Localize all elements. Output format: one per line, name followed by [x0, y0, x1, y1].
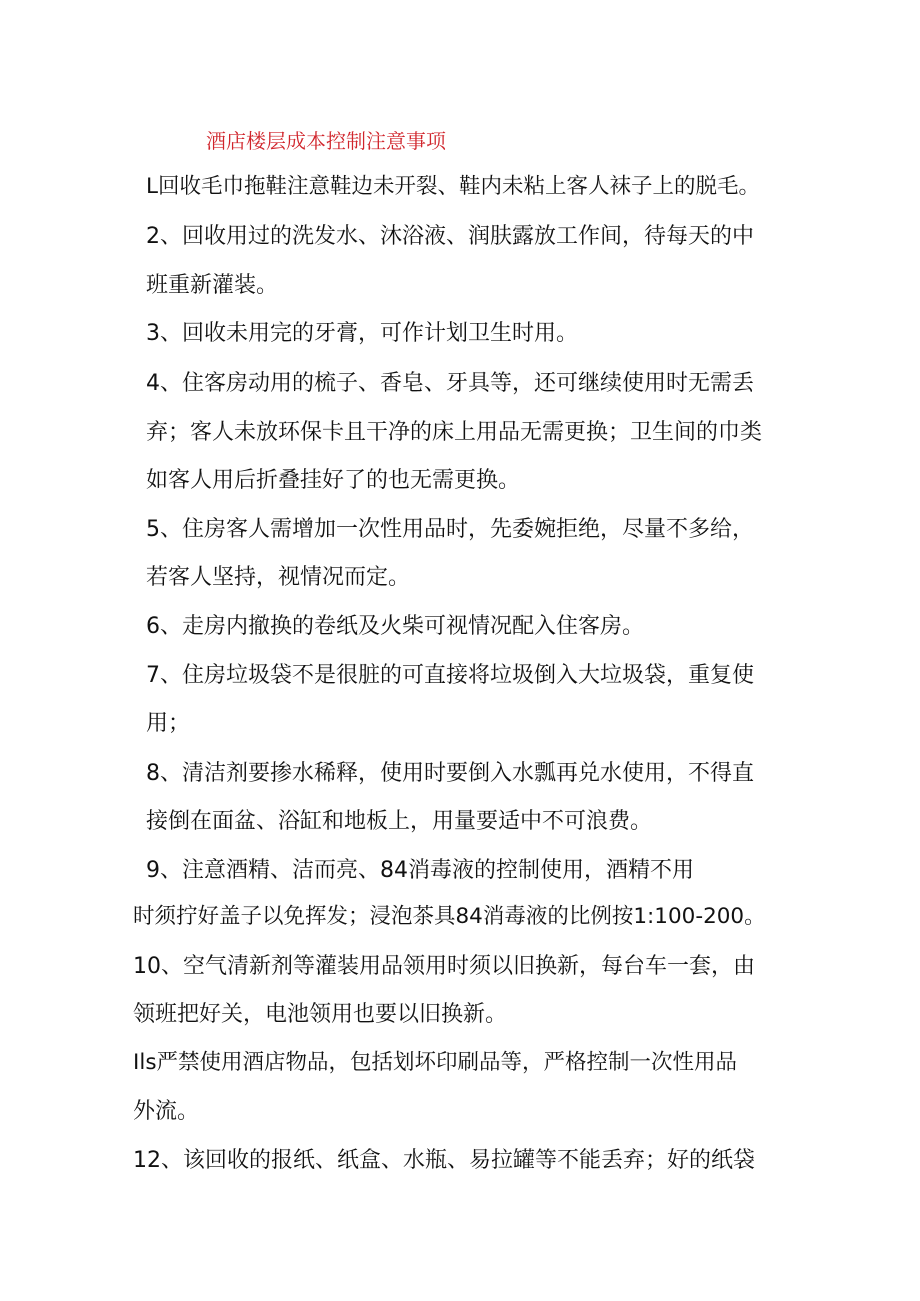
text-line: 若客人坚持，视情况而定。 [146, 565, 411, 590]
text-line: 外流。 [133, 1099, 200, 1124]
text-line: 12、该回收的报纸、纸盒、水瓶、易拉罐等不能丢弃；好的纸袋 [133, 1148, 755, 1173]
text-line: 6、走房内撤换的卷纸及火柴可视情况配入住客房。 [146, 614, 644, 639]
text-line: 领班把好关，电池领用也要以旧换新。 [133, 1002, 508, 1027]
text-line: 时须拧好盖子以免挥发；浸泡茶具84消毒液的比例按1:100-200。 [133, 904, 766, 929]
text-line: 班重新灌装。 [146, 273, 279, 298]
text-line: 5、住房客人需增加一次性用品时，先委婉拒绝，尽量不多给， [146, 517, 754, 542]
text-line: 9、注意酒精、洁而亮、84消毒液的控制使用，酒精不用 [146, 858, 694, 883]
text-line: 接倒在面盆、浴缸和地板上，用量要适中不可浪费。 [146, 809, 653, 834]
text-line: 4、住客房动用的梳子、香皂、牙具等，还可继续使用时无需丢 [146, 371, 754, 396]
text-line: 8、清洁剂要掺水稀释，使用时要倒入水瓢再兑水使用，不得直 [146, 761, 754, 786]
text-line: 3、回收未用完的牙膏，可作计划卫生时用。 [146, 321, 578, 346]
document-title: 酒店楼层成本控制注意事项 [206, 129, 446, 153]
text-line: 用； [146, 711, 191, 736]
text-line: 弃；客人未放环保卡且干净的床上用品无需更换；卫生间的巾类 [146, 420, 763, 445]
text-line: Ils严禁使用酒店物品，包括划坏印刷品等，严格控制一次性用品 [133, 1050, 738, 1075]
text-line: L回收毛巾拖鞋注意鞋边未开裂、鞋内未粘上客人袜子上的脱毛。 [146, 174, 760, 199]
text-line: 如客人用后折叠挂好了的也无需更换。 [146, 468, 521, 493]
text-line: 10、空气清新剂等灌装用品领用时须以旧换新，每台车一套，由 [133, 954, 755, 979]
text-line: 2、回收用过的洗发水、沐浴液、润肤露放工作间，待每天的中 [146, 224, 754, 249]
text-line: 7、住房垃圾袋不是很脏的可直接将垃圾倒入大垃圾袋，重复使 [146, 663, 754, 688]
